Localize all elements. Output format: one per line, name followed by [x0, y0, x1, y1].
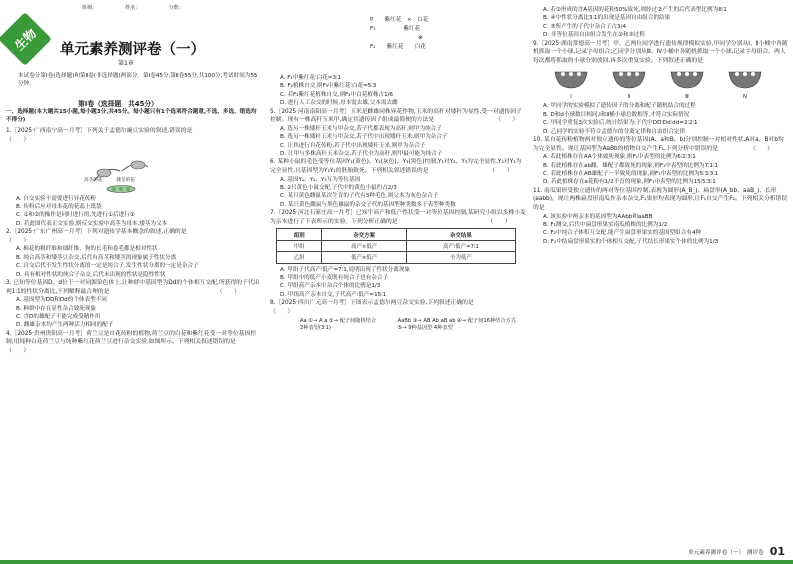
q8-option-a: A. 若②形成的含A基因的花粉50%致死,则经过②产生的后代表型比例为8∶1 [543, 7, 727, 13]
table-cell: 低产×低产 [322, 252, 406, 263]
bowl-label: Ⅳ [742, 94, 748, 101]
q4-option-d: D. 进行人工杂交的时候,母本需去雄,父本需去雌 [280, 100, 398, 107]
table-cell: 乙组 [277, 252, 322, 263]
q1-option-b: B. 传粉后应对母本花的花蕊上纸袋 [16, 204, 102, 210]
table-cell: 高产∶低产=7∶1 [406, 240, 515, 251]
q7-option-b: B. 甲组中的低产小麦既有纯合子也有杂合子 [280, 274, 389, 281]
question-9-stem: 9.［2025·湖南常德高一月考］甲、乙两位同学进行遗传规律模拟实验,甲同学分别从Ⅰ、Ⅱ小桶中各随机抓取一个小球,记录字母组合;乙同学分别从Ⅲ、Ⅳ小桶中各随机抓取一个小球,记录字母组合。两人每次都将抓取的小球分别放回,再多次重复实验。下列叙述正确的是 [533, 40, 788, 64]
table-row [277, 252, 516, 263]
pea-flower-icon [86, 147, 156, 195]
cross-f1-line: F₁ 紫红花 [370, 26, 421, 32]
q11-option-b: B. F₁测交,后代中扁盘形果实南瓜植株的比例为1/2 [543, 222, 668, 229]
table-cell: 高产×低产 [322, 240, 406, 251]
q2-option-b: B. 纯合高茎和矮茎豆杂交,后代有高茎和矮茎的现象属于性状分离 [16, 254, 177, 261]
q6-option-c: C. 某只黄色雌鼠某次生育的子代有3种毛色,则父本为灰色杂合子 [280, 193, 439, 200]
right-column [533, 6, 789, 246]
bowl-label: Ⅱ [627, 94, 631, 101]
question-3-stem: 3. 已知等位基因D、d位于一对同源染色体上,让种群中基因型为Dd的个体相互交配,所获得的子代出现1∶1的性状分离比,下列解释最合理的是 （ ） [6, 280, 260, 295]
bottom-strip [0, 560, 793, 564]
chapter-label: 第1章 [118, 60, 134, 67]
question-8-stem: 8.［2025·四川广元高一月考］下图表示孟德尔两豆杂交实验,下列叙述正确的是 （ ） [270, 300, 579, 315]
q8-option-c: C. ⑤所产生的子代中杂合子占3/4 [543, 23, 627, 30]
q2-option-a: A. 棉花的粗纤维和细纤维、狗的长毛和卷毛都是相对性状 [16, 246, 158, 253]
subject-tag: 生物 [0, 12, 52, 66]
name-label: 姓名： [125, 5, 141, 11]
bowl-4 [727, 68, 763, 100]
q10-option-a: A. 若此植株存在AA个体致死现象,则F₁中表型的比例为6∶2∶3∶1 [543, 154, 696, 161]
cross-diagram [370, 16, 428, 52]
pea-pollination-figure [86, 147, 156, 195]
q2-option-c: C. 自交后代不发生性状分离的一定是纯合子,发生性状分离的一定是杂合子 [16, 263, 199, 270]
question-7-stem: 7.［2025·河北石家庄高一月考］已知牛高产和低产性状受一对等位基因控制,某研究小组以多株小麦为亲本进行了下表所示的实验。下列分析正确的是 （ ） [270, 210, 526, 225]
q3-option-b: B. 种群中存在显性杂合致死现象 [16, 305, 97, 312]
q9-option-b: B. D和d小球数目相同,Ⅰ和Ⅱ桶小球总数相等,才符合实际情况 [543, 111, 690, 118]
q7-th-result: 杂交结果 [406, 229, 515, 240]
cross-self-mark: ⊗ [418, 35, 423, 41]
q8-fig-part1: Aa ①→ A a ②→ 配子间随机结合 2种表型(3∶1) [300, 318, 377, 332]
question-6-stem: 6. 某种小鼠的毛色受等位基因Y₁(黄色)、Y₂(灰色)、Y₃(黑色)控制,Y₁对Y₂、Y₃为完全显性,Y₂对Y₃为完全显性,且基因型为Y₁Y₁的胚胎致死。下列相关叙述错误的是 （ ） [270, 159, 522, 175]
question-11-stem: 11. 南瓜果形受独立遗传的两对等位基因控制,表现为圆形(A_B_)、扁盘形(A_bb、aaB_)、长形(aabb)。现让两株扁盘形南瓜作亲本杂交,F₁果形均表现为圆形,让F₁自交产生F₂。下列相关分析错误的是 [533, 187, 788, 212]
footer-label: 单元素养测评卷（一） 测评卷 [688, 549, 764, 556]
q5-option-b: B. 选另一株矮秆玉米与甲杂交,若子代中出现矮秆玉米,则甲为杂合子 [280, 134, 448, 141]
page-number: 01 [769, 545, 785, 558]
q7-th-group: 组别 [277, 229, 322, 240]
q2-option-d: D. 具有相对性状的纯合子杂交,后代未出现的性状是隐性性状 [16, 271, 166, 278]
question-2-stem: 2.［2025·广东广州高一月考］下列对遗传学基本概念的叙述,正确的是 （ ） [6, 229, 297, 244]
q8-figure [300, 318, 526, 332]
q4-option-c: C. 若F₁紫红花植株自交,则F₂中白花植株占1/6 [280, 91, 394, 98]
question-10-stem: 10. 某自花传粉植物两对独立遗传的等位基因(A、a和B、b)分别控制一对相对性状,A对a、B对b均为完全显性。现让基因型为AaBb的植物自交产生F₁,下列分析中错误的是 （ ） [533, 137, 784, 152]
bowl-icon [669, 68, 705, 90]
bowl-label: Ⅰ [570, 94, 572, 101]
q3-option-c: C. 含D的雄配子不能完成受精作用 [16, 314, 101, 321]
bowl-icon [611, 68, 647, 90]
q6-option-a: A. 基因Y₁、Y₂、Y₃互为等位基因 [280, 176, 361, 183]
q5-option-d: D. 让甲与多株高秆玉米杂交,若子代全为高秆,则甲最可能为纯合子 [280, 151, 443, 158]
q10-option-b: B. 若此植株存在ab雌、雄配子都致死的现象,则F₁中表型的比例为7∶1∶1 [543, 162, 719, 169]
q9-option-a: A. 甲同学的实验模拟了遗传因子的分离和配子随机结合的过程 [543, 103, 696, 110]
q5-option-c: C. 让其进行自花传粉,若子代中出现矮秆玉米,则甲为杂合子 [280, 142, 426, 149]
bowl-label: Ⅲ [685, 94, 689, 101]
q7-table [276, 228, 516, 263]
q7-th-cross: 杂交方案 [322, 229, 406, 240]
cross-f2-line: F₂ 紫红花 白花 [370, 44, 426, 50]
question-1-stem: 1.［2025·广西南宁高一月考］下列关于孟德尔豌豆实验的叙述,错误的是 （ ） [6, 128, 303, 143]
q5-option-a: A. 选另一株矮秆玉米与甲杂交,若子代都表现为高秆,则甲为纯合子 [280, 125, 442, 132]
class-label: 班级： [82, 5, 98, 11]
q10-option-d: D. 若此植株存在a花粉有1/2不育的现象,则F₁中表型的比例为15∶5∶3∶1 [543, 179, 716, 186]
q3-option-d: D. 雌雄亲本均产生两种活力相同的配子 [16, 322, 114, 329]
table-cell: 甲组 [277, 240, 322, 251]
q6-option-b: B. 2只黄色小鼠交配,子代中的黄色小鼠约占2/3 [280, 185, 397, 192]
q8-option-d: D. 非等位基因自由组合发生在②和③过程 [543, 32, 645, 39]
q10-option-c: C. 若此植株存在AB雄配子一半致死的现象,则F₁中表型的比例为5∶3∶3∶1 [543, 171, 719, 178]
fig-label-short: 矮茎的花 [116, 177, 135, 183]
section-heading: 第Ⅰ卷（选择题 共45分） [78, 100, 158, 108]
question-4-stem: 4.［2025·贵州贵阳高一月考］荷兰豆是自花传粉的植物,荷兰豆的白花和紫红花受一对等位基因控制,用纯种白花荷兰豆与纯种紫红花荷兰豆进行杂交实验,如图所示。下列相关叙述错误的是 （ ） [6, 330, 257, 355]
table-row [277, 240, 516, 251]
q9-option-d: D. 乙同学的实验不符合孟德尔的分离定律和自由组合定律 [543, 128, 686, 135]
bowl-1 [553, 68, 589, 100]
q1-option-c: C. ①和②的操作是同时进行的,先进行①后进行② [16, 212, 135, 219]
header-fields [82, 4, 210, 11]
bowl-diagram [553, 68, 789, 100]
question-5-stem: 5.［2025·河南南阳高一月考］玉米是雌雄同株异花作物,玉米的高秆对矮秆为显性,受一对遗传因子控制。现有一株高秆玉米甲,确定其遗传因子组成最简便的方法是 （ ） [270, 108, 522, 124]
intro-text: 本试卷分第Ⅰ卷(选择题)和第Ⅱ卷(非选择题)两部分。第Ⅰ卷45分,第Ⅱ卷55分,共100分,考试时间为55分钟。 [18, 73, 258, 88]
page-title: 单元素养测评卷（一） [60, 41, 205, 58]
q11-option-c: C. F₂中纯合子体积互交配,能产生扁盘形果实的基因型组合有4种 [543, 230, 702, 237]
bowl-2 [611, 68, 647, 100]
q4-option-b: B. F₂植株自交,则F₃中紫红花∶白花=5∶3 [280, 83, 377, 90]
bowl-icon [727, 68, 763, 90]
cross-p-line: P 紫红花 × 白花 [370, 17, 429, 23]
table-cell: 全为低产 [406, 252, 515, 263]
q7-option-a: A. 甲组子代高产∶低产=7∶1,说明出现了性状分离现象 [280, 266, 411, 273]
q11-option-a: A. 该实验中两亲本的基因型为AAbb和aaBB [543, 213, 653, 220]
page-footer [688, 545, 785, 558]
q7-option-c: C. 甲组高产亲本中杂合个体的比例是1/3 [280, 283, 381, 290]
q7-option-d: D. 甲组高产亲本自交,子代高产∶低产=15∶1 [280, 291, 387, 298]
fig-label-tall: 高茎的花 [84, 177, 103, 183]
score-label: 分数： [168, 5, 185, 11]
q9-option-c: C. 甲同学重复3次实验后,统计结果为:子代中DD∶Dd∶dd=2∶2∶1 [543, 120, 698, 127]
bowl-3 [669, 68, 705, 100]
bowl-icon [553, 68, 589, 90]
q1-option-a: A. 自交实验不需要进行异花传粉 [16, 195, 97, 202]
q8-option-b: B. ④中性状分离比3∶1的出现是基因自由组合的结果 [543, 15, 671, 22]
q6-option-d: D. 某只黄色雌鼠与黑色雄鼠的杂交子代的基因型种类数多于表型种类数 [280, 201, 456, 208]
q8-fig-part2: AaBb ③→ AB Ab aB ab ④→ 配子间16种结合方式 ⑤→ 9种基因型 4种表型 [397, 318, 516, 332]
q1-option-d: D. 若此图代表正交实验,则反交实验中高茎为母本,矮茎为父本 [16, 220, 168, 227]
instruction: 一、选择题(本大题共15小题,每小题3分,共45分。每小题只有1个选项符合题意,不选、多选、错选均不得分) [6, 109, 257, 124]
middle-column [270, 74, 579, 332]
q11-option-d: D. F₂中结扁盘形果实的个体相互交配,子代结长形果实个体的比例为1/3 [543, 238, 719, 245]
q3-option-a: A. 基因型为DD和Dd的个体表型不同 [16, 297, 107, 304]
q4-option-a: A. F₁中紫红花∶白花=3∶1 [280, 75, 342, 81]
